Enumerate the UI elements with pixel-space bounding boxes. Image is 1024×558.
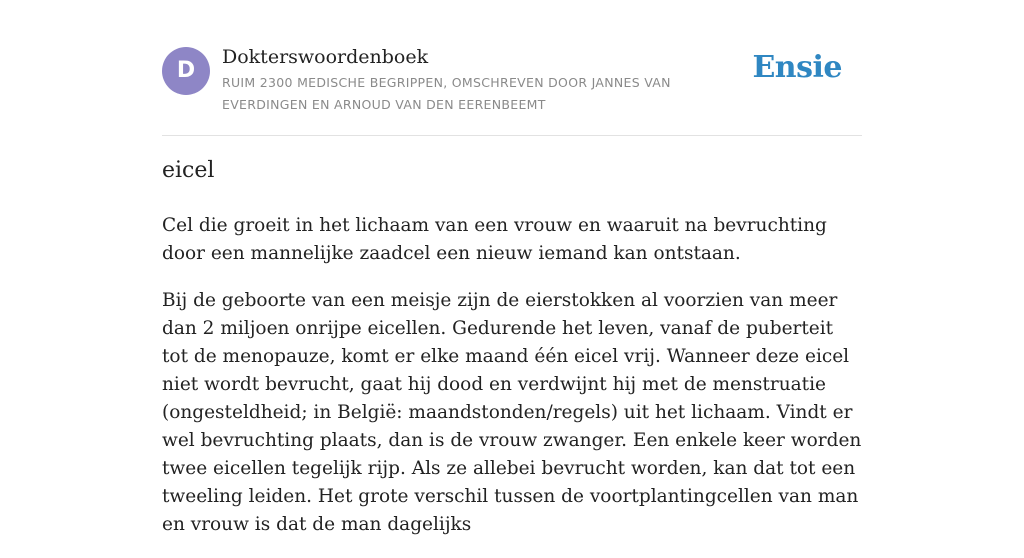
dictionary-avatar[interactable]: D: [162, 47, 210, 95]
dictionary-header: [162, 0, 862, 136]
page-container: [162, 0, 862, 535]
entry-term: eicel: [162, 158, 215, 183]
ensie-logo-link[interactable]: Ensie: [752, 50, 842, 85]
dictionary-title[interactable]: Dokterswoordenboek: [222, 46, 429, 68]
entry-definition: [162, 212, 862, 558]
dictionary-subtitle: RUIM 2300 MEDISCHE BEGRIPPEN, OMSCHREVEN DOOR JANNES VAN EVERDINGEN EN ARNOUD VAN DEN EERENBEEMT: [222, 75, 671, 112]
definition-paragraph-2: Bij de geboorte van een meisje zijn de eierstokken al voorzien van meer dan 2 miljoen onrijpe eicellen. Gedurende het leven, vanaf de puberteit tot de menopauze, komt er elke maand één eicel vrij. Wanneer deze eicel niet wordt bevrucht, gaat hij dood en verdwijnt hij met de menstruatie (ongesteldheid; in België: maandstonden/regels) uit het lichaam. Vindt er wel bevruchting plaats, dan is de vrouw zwanger. Een enkele keer worden twee eicellen tegelijk rijp. Als ze allebei bevrucht worden, kan dat tot een tweeling leiden. Het grote verschil tussen de voortplantingcellen van man en vrouw is dat de man dagelijks: [162, 290, 862, 535]
definition-paragraph-1: Cel die groeit in het lichaam van een vrouw en waaruit na bevruchting door een mannelijke zaadcel een nieuw iemand kan ontstaan.: [162, 215, 827, 264]
